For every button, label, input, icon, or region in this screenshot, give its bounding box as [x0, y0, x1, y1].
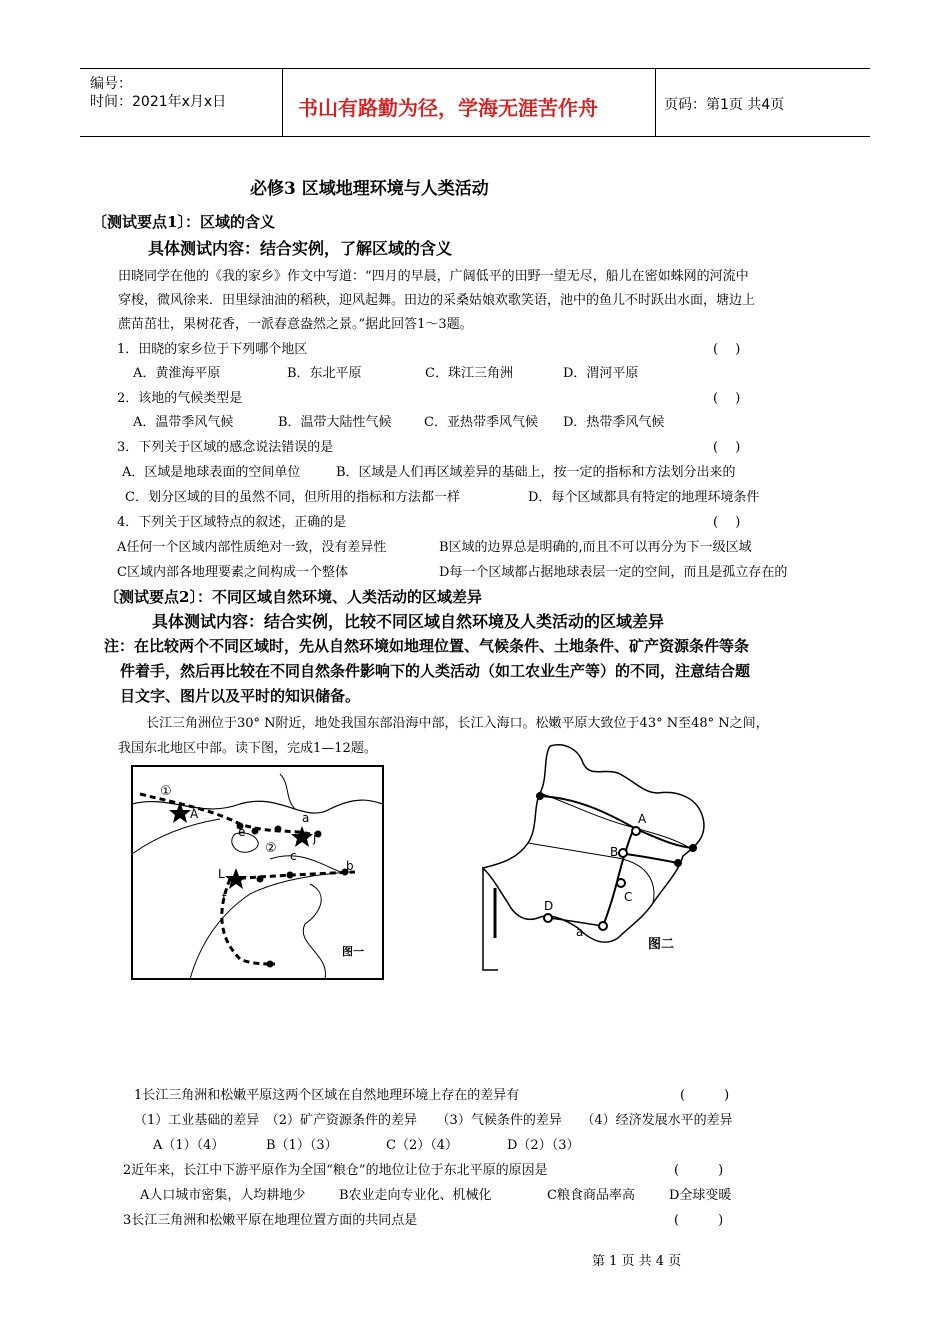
- map2-caption: 图二: [648, 937, 675, 952]
- point2-note-line3: 目文字、图片以及平时的知识储备。: [120, 687, 361, 705]
- map2-city-a: [599, 922, 607, 930]
- p1-q4-opt-d: D每一个区域都占据地球表层一定的空间，而且是孤立存在的: [439, 565, 788, 580]
- p2-q1-opt-c: C（2）（4）: [386, 1138, 458, 1153]
- p2-q2: 2近年来，长江中下游平原作为全国“粮仓”的地位让位于东北平原的原因是: [123, 1163, 548, 1178]
- p2-q2-opt-c: C粮食商品率高: [547, 1188, 635, 1203]
- map2-province-border: [528, 843, 654, 903]
- page-title: 必修3 区域地理环境与人类活动: [250, 179, 489, 199]
- p2-q2-opt-b: B农业走向专业化、机械化: [339, 1188, 492, 1203]
- p1-q1-opt-a: A．黄淮海平原: [133, 366, 221, 381]
- map1-label: j: [313, 831, 317, 845]
- p1-q2-paren: ( ): [713, 391, 741, 406]
- p1-q3-opt-b: B．区域是人们再区域差异的基础上，按一定的指标和方法划分出来的: [336, 465, 736, 480]
- point1-passage-line2: 穿梭，微风徐来．田里绿油油的稻秧，迎风起舞。田边的采桑姑娘欢歌笑语，池中的鱼儿不时跃出水面，塘边上: [118, 293, 756, 308]
- p2-q1: 1长江三角洲和松嫩平原这两个区域在自然地理环境上存在的差异有: [134, 1088, 520, 1103]
- p1-q2-opt-b: B．温带大陆性气候: [278, 415, 392, 430]
- p2-q1-options: （1）工业基础的差异 （2）矿产资源条件的差异 （3）气候条件的差异 （4）经济发展水平的差异: [134, 1113, 733, 1128]
- map1-label: f: [222, 891, 227, 905]
- map-figure-1: [130, 764, 385, 981]
- p1-q4-opt-b: B区域的边界总是明确的,而且不可以再分为下一级区域: [439, 540, 752, 555]
- p1-q1-paren: ( ): [713, 342, 741, 357]
- p1-q2: 2．该地的气候类型是: [117, 391, 243, 406]
- point1-passage-line3: 蔗苗茁壮，果树花香，一派春意盎然之景。”据此回答1～3题。: [118, 317, 473, 332]
- map2-province-border: [540, 793, 690, 848]
- map1-city-dot: [252, 828, 259, 835]
- p1-q1: 1．田晓的家乡位于下列哪个地区: [117, 342, 308, 357]
- p2-q1-paren: ( ): [680, 1088, 730, 1103]
- p1-q4-opt-c: C区域内部各地理要素之间构成一个整体: [117, 565, 348, 580]
- header-motto: 书山有路勤为径，学海无涯苦作舟: [298, 96, 598, 120]
- p1-q3-paren: ( ): [713, 440, 741, 455]
- p1-q1-opt-c: C．珠江三角洲: [425, 366, 513, 381]
- doc-number-label: 编号：: [90, 76, 132, 92]
- point2-passage-line2: 我国东北地区中部。读下图，完成1—12题。: [118, 741, 377, 756]
- map2-label: B: [610, 845, 619, 859]
- map2-label: D: [544, 899, 554, 913]
- p1-q3-opt-c: C．划分区域的目的虽然不同，但所用的指标和方法都一样: [125, 490, 460, 505]
- p1-q1-opt-d: D．渭河平原: [563, 366, 639, 381]
- page-footer: 第 1 页 共 4 页: [592, 1254, 682, 1269]
- point1-passage-line1: 田晓同学在他的《我的家乡》作文中写道：“四月的早晨，广阔低平的田野一望无尽，船儿在密如蛛网的河流中: [118, 269, 749, 284]
- map2-railway: [540, 796, 693, 848]
- p1-q3-opt-a: A．区域是地球表面的空间单位: [122, 465, 301, 480]
- p1-q2-opt-a: A．温带季风气候: [133, 415, 234, 430]
- map1-label: e: [238, 825, 246, 839]
- p1-q4: 4．下列关于区域特点的叙述，正确的是: [117, 515, 347, 530]
- point2-passage-line1: 长江三角洲位于30° N附近，地处我国东部沿海中部，长江入海口。松嫩平原大致位于43° N至48° N之间，: [146, 716, 769, 731]
- point2-sub: 具体测试内容：结合实例，比较不同区域自然环境及人类活动的区域差异: [152, 612, 665, 631]
- map1-label: b: [346, 859, 354, 873]
- map2-city-D: [544, 914, 552, 922]
- doc-time-label: 时间：2021年x月x日: [90, 94, 227, 110]
- map2-city-dot: [674, 859, 682, 867]
- map1-city-dot: [275, 826, 282, 833]
- p1-q4-paren: ( ): [713, 515, 741, 530]
- map2-city-dot: [536, 792, 544, 800]
- map2-label: C: [624, 890, 633, 904]
- p2-q3: 3长江三角洲和松嫩平原在地理位置方面的共同点是: [123, 1213, 418, 1228]
- map2-city-B: [619, 849, 627, 857]
- point1-sub: 具体测试内容：结合实例，了解区域的含义: [148, 239, 453, 258]
- p1-q3: 3．下列关于区域的感念说法错误的是: [117, 440, 334, 455]
- map1-city-dot: [287, 872, 294, 879]
- map1-label: a: [302, 811, 310, 825]
- map1-label: ①: [160, 784, 172, 799]
- map1-label: A: [190, 807, 199, 821]
- p1-q1-opt-b: B．东北平原: [287, 366, 362, 381]
- p2-q1-opt-a: A（1）（4）: [153, 1138, 225, 1153]
- page-indicator: 页码：第1页 共4页: [664, 97, 785, 113]
- point2-note-line1: 注：在比较两个不同区域时，先从自然环境如地理位置、气候条件、土地条件、矿产资源条件等条: [104, 637, 750, 655]
- map1-label: L: [218, 867, 225, 881]
- map-figure-2: [478, 738, 720, 974]
- map1-label: ②: [265, 841, 277, 856]
- map2-city-dot: [689, 844, 697, 852]
- p2-q2-opt-d: D全球变暖: [669, 1188, 732, 1203]
- map2-label: A: [638, 812, 647, 826]
- p1-q4-opt-a: A任何一个区域内部性质绝对一致，没有差异性: [117, 540, 387, 555]
- p2-q3-paren: ( ): [674, 1213, 724, 1228]
- p2-q2-paren: ( ): [674, 1163, 724, 1178]
- p1-q2-opt-c: C．亚热带季风气候: [424, 415, 538, 430]
- map2-city-C: [617, 879, 625, 887]
- point2-heading: 〔测试要点2〕：不同区域自然环境、人类活动的区域差异: [104, 588, 482, 606]
- p2-q1-opt-b: B（1）（3）: [266, 1138, 338, 1153]
- map1-caption: 图一: [342, 945, 364, 958]
- point2-note-line2: 件着手，然后再比较在不同自然条件影响下的人类活动（如工农业生产等）的不同，注意结合题: [120, 662, 751, 680]
- map1-city-dot: [257, 876, 264, 883]
- point1-heading: 〔测试要点1〕：区域的含义: [92, 213, 275, 231]
- map2-city-A: [632, 827, 640, 835]
- map2-label: a: [576, 925, 584, 939]
- p1-q3-opt-d: D．每个区域都具有特定的地理环境条件: [528, 490, 760, 505]
- p1-q2-opt-d: D．热带季风气候: [563, 415, 665, 430]
- map1-city-dot: [267, 961, 274, 968]
- map1-label: c: [290, 849, 297, 863]
- p2-q1-opt-d: D（2）（3）: [507, 1138, 580, 1153]
- p2-q2-opt-a: A人口城市密集，人均耕地少: [140, 1188, 306, 1203]
